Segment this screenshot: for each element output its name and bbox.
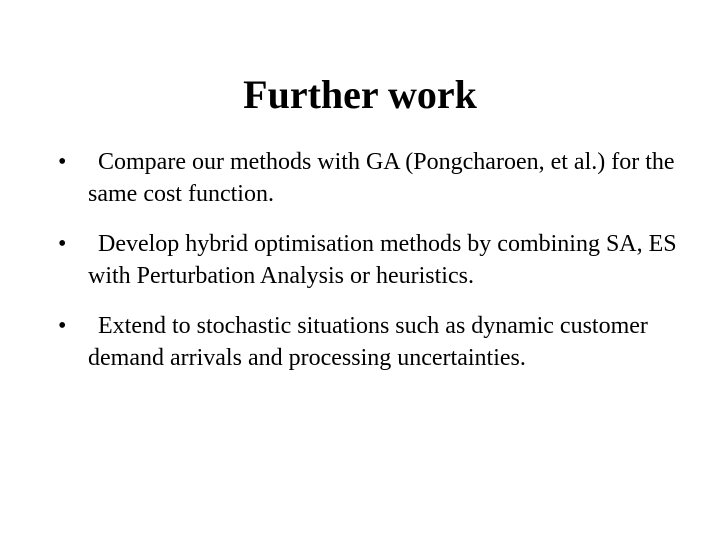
bullet-item (58, 310, 678, 374)
bullet-item (58, 146, 678, 210)
bullet-list (58, 146, 678, 392)
bullet-icon: • (58, 149, 67, 175)
bullet-text: Extend to stochastic situations such as dynamic customer demand arrivals and processing uncertainties. (88, 313, 648, 371)
bullet-text: Develop hybrid optimisation methods by combining SA, ES with Perturbation Analysis or heuristics. (88, 231, 677, 289)
slide-title: Further work (243, 72, 477, 117)
bullet-text: Compare our methods with GA (Pongcharoen, et al.) for the same cost function. (88, 149, 675, 207)
bullet-icon: • (58, 231, 67, 257)
bullet-item (58, 228, 678, 292)
bullet-icon: • (58, 313, 67, 339)
